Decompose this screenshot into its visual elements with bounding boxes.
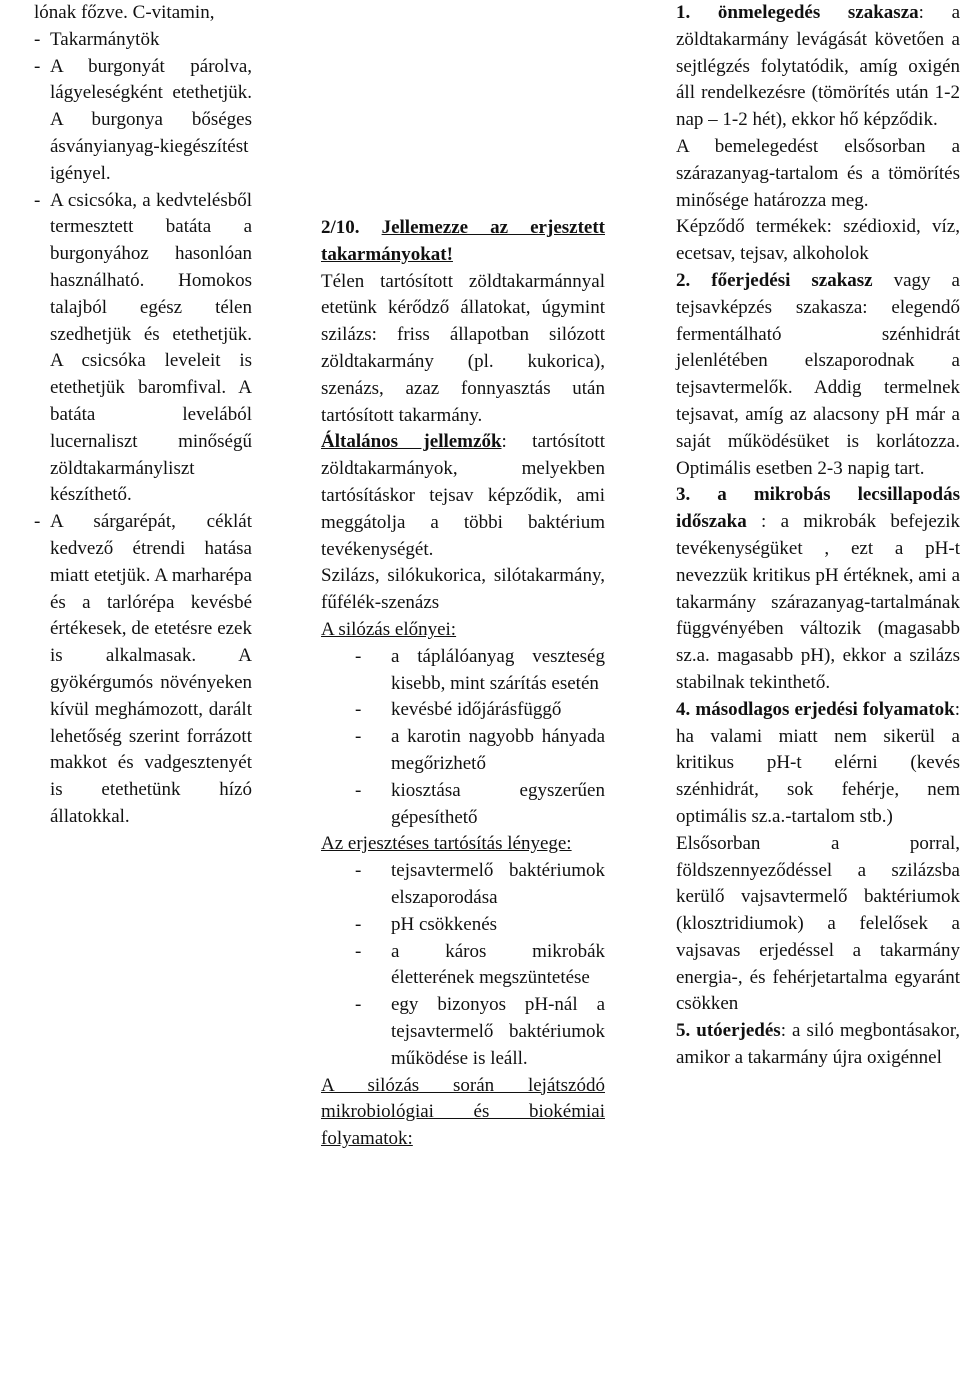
stage-2 xyxy=(676,268,960,482)
dash-marker: - xyxy=(355,645,362,667)
left-list-item xyxy=(34,509,252,831)
stage-1-text: : a zöldtakarmány levágását követően a sejtlégzés folytatódik, amíg oxigén áll rendelkezésre (tömörítés után 1-2 nap – 1-2 hét), ekkor hő képződik. xyxy=(676,2,960,131)
left-list-item xyxy=(34,27,252,54)
stage-5 xyxy=(676,1018,960,1072)
stage-1 xyxy=(676,0,960,134)
question-number: 2/10. xyxy=(321,217,360,238)
advantage-item xyxy=(321,644,605,698)
left-list-item xyxy=(34,54,252,188)
middle-paragraph-winter: Télen tartósított zöldtakarmánnyal etetünk kérődző állatokat, úgymint szilázs: friss állapotban silózott zöldtakarmány (pl. kukorica), szenázs, azaz fonnyasztás után tartósított takarmány. xyxy=(321,270,605,426)
essence-item xyxy=(321,912,605,939)
stage-1-paragraph-3: Képződő termékek: szédioxid, víz, ecetsav, tejsav, alkoholok xyxy=(676,216,960,265)
essence-text: a káros mikrobák életterének megszüntetése xyxy=(391,940,605,989)
dash-marker: - xyxy=(355,940,362,962)
stage-2-text: vagy a tejsavképzés szakasza: elegendő fermentálható szénhidrát jelenlétében elszaporodnak a tejsavtermelők. Addig termelnek tejsavat, amíg az alacsony pH már a saját működésüket is korlátozza. Optimális esetben 2-3 napig tart. xyxy=(676,269,960,479)
stage-3-label: 3. a mikrobás lecsillapodás időszaka xyxy=(676,484,960,533)
dash-marker: - xyxy=(34,55,41,77)
advantage-text: kiosztása egyszerűen gépesíthető xyxy=(391,779,605,828)
stage-1-label: 1. önmelegedés szakasza xyxy=(676,2,919,23)
stage-3 xyxy=(676,482,960,696)
advantage-item xyxy=(321,724,605,778)
essence-heading: Az erjesztéses tartósítás lényege: xyxy=(321,833,572,855)
general-label: Általános jellemzők xyxy=(321,431,502,453)
dash-marker: - xyxy=(355,699,362,721)
dash-marker: - xyxy=(355,726,362,748)
left-list-item xyxy=(34,188,252,510)
dash-marker: - xyxy=(34,28,41,50)
stage-3-text: : a mikrobák befejezik tevékenységüket , ezt a pH-t nevezzük kritikus pH értéknek, ami a takarmány szárazanyag-tartalmának függvényében változik (magasabb sz.a. magasabb pH), ekkor a szilázs stabilnak tekinthető. xyxy=(676,511,960,693)
advantage-item xyxy=(321,697,605,724)
dash-marker: - xyxy=(34,511,41,533)
advantage-text: a táplálóanyag veszteség kisebb, mint szárítás esetén xyxy=(391,645,605,694)
left-column xyxy=(34,0,252,831)
stage-5-label: 5. utóerjedés xyxy=(676,1020,781,1042)
stage-4-label: 4. másodlagos erjedési folyamatok xyxy=(676,698,955,720)
essence-item xyxy=(321,992,605,1072)
dash-marker: - xyxy=(355,860,362,882)
stage-4-text: : ha valami miatt nem sikerül a kritikus pH-t elérni (kevés szénhidrát, sok fehérje, nem optimális sz.a.-tartalom stb.) xyxy=(676,698,960,827)
stage-5-text: : a siló megbontásakor, amikor a takarmány újra oxigénnel xyxy=(676,1020,960,1069)
middle-paragraph-general xyxy=(321,429,605,563)
stage-2-label: 2. főerjedési szakasz xyxy=(676,269,873,291)
stage-4 xyxy=(676,697,960,831)
stage-1-paragraph-2: A bemelegedést elsősorban a szárazanyag-tartalom és a tömörítés minősége határozza meg. xyxy=(676,135,960,211)
dash-marker: - xyxy=(355,994,362,1016)
left-list-item-text: A burgonyát párolva, lágyeleségként etethetjük. A burgonya bőséges ásványianyag-kiegészítést igényel. xyxy=(50,55,252,184)
essence-text: tejsavtermelő baktériumok elszaporodása xyxy=(391,860,605,908)
dash-marker: - xyxy=(355,779,362,801)
question-heading xyxy=(321,215,605,269)
left-list-item-text: A sárgarépát, céklát kedvező étrendi hatása miatt etetjük. A marharépa és a tarlórépa kevésbé értékesek, de etetésre ezek is alkalmasak. A gyökérgumós növényeken kívül meghámozott, darált lehetőség szerint forrázott makkot és vadgesztenyét is etethetünk hízó állatokkal. xyxy=(50,511,252,827)
right-column xyxy=(676,0,960,1072)
advantage-text: kevésbé időjárásfüggő xyxy=(391,699,562,721)
advantage-text: a karotin nagyobb hányada megőrizhető xyxy=(391,726,605,774)
dash-marker: - xyxy=(355,913,362,935)
essence-item xyxy=(321,939,605,993)
middle-column xyxy=(321,215,605,1153)
left-paragraph-intro: lónak főzve. C-vitamin, xyxy=(34,2,215,23)
essence-text: egy bizonyos pH-nál a tejsavtermelő baktériumok működése is leáll. xyxy=(391,994,605,1069)
middle-paragraph-types: Szilázs, silókukorica, silótakarmány, fűfélék-szenázs xyxy=(321,565,605,614)
process-heading: A silózás során lejátszódó mikrobiológiai és biokémiai folyamatok: xyxy=(321,1074,605,1150)
dash-marker: - xyxy=(34,189,41,211)
question-text: Jellemezze az erjesztett takarmányokat! xyxy=(321,217,605,265)
left-list-item-text: A csicsóka, a kedvtelésből termesztett batáta a burgonyához hasonlóan használható. Homokos talajból egész télen szedhetjük és etethetjük. A csicsóka leveleit is etethetjük baromfival. A batáta levelából lucernaliszt minőségű zöldtakarmányliszt készíthető. xyxy=(50,189,252,506)
general-text: : tartósított zöldtakarmányok, melyekben tartósításkor tejsav képződik, ami meggátolja a többi baktérium tevékenységét. xyxy=(321,431,605,560)
stage-4-paragraph-2: Elsősorban a porral, földszennyeződéssel a szilázsba kerülő vajsavtermelő baktériumok (klosztridiumok) a felelősek a vajsavas erjedéssel a takarmány energia-, és fehérjetartalma egyaránt csökken xyxy=(676,832,960,1015)
left-list-item-text: Takarmánytök xyxy=(50,28,160,50)
essence-text: pH csökkenés xyxy=(391,913,498,935)
advantage-item xyxy=(321,778,605,832)
essence-item xyxy=(321,858,605,912)
advantages-heading: A silózás előnyei: xyxy=(321,618,457,640)
